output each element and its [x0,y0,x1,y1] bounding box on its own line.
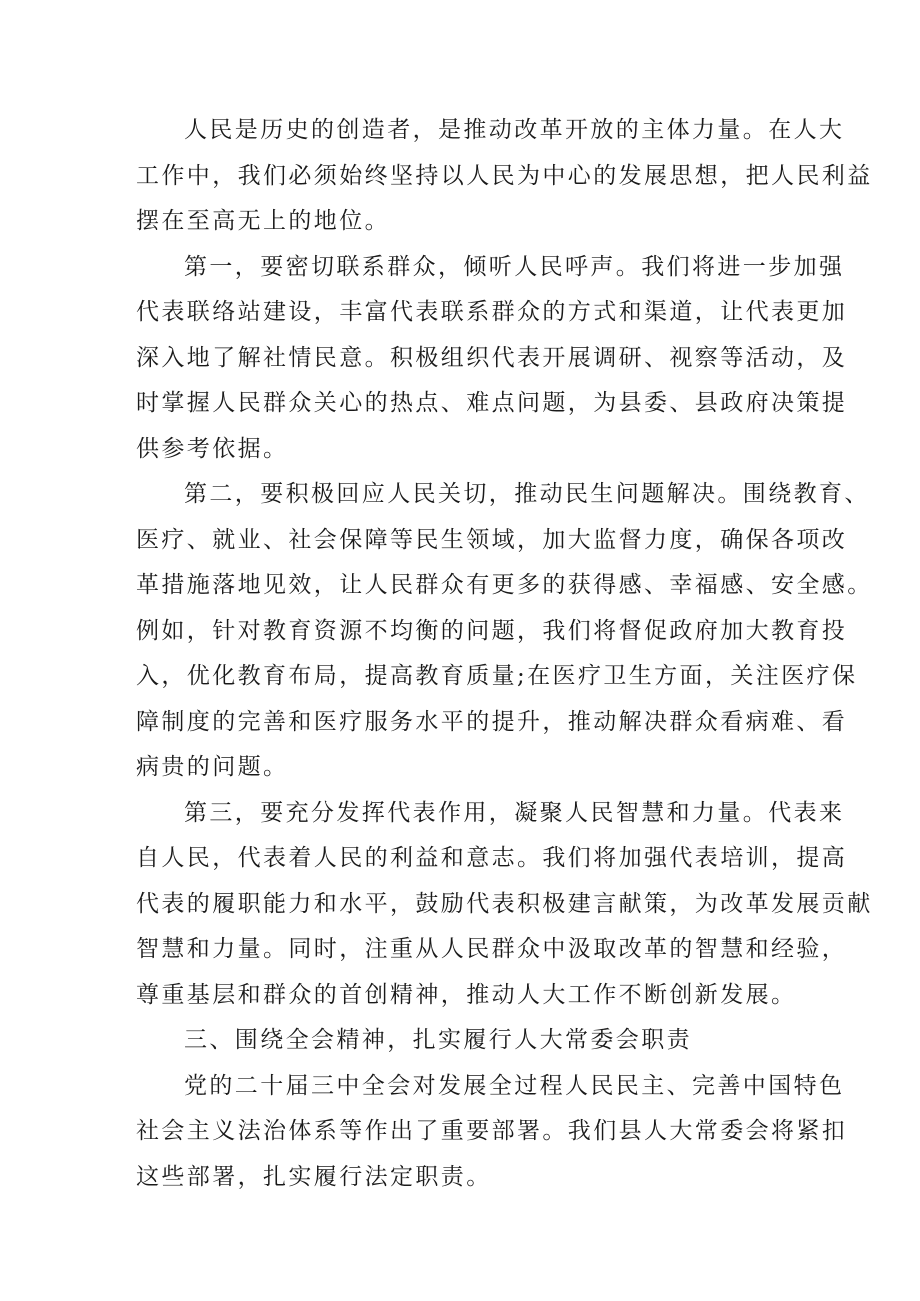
paragraph-4-line-3: 代表的履职能力和水平，鼓励代表积极建言献策，为改革发展贡献 [136,890,873,917]
paragraph-3-line-4: 例如，针对教育资源不均衡的问题，我们将督促政府加大教育投 [136,617,848,644]
paragraph-2-line-5: 供参考依据。 [136,435,289,462]
paragraph-4-line-2: 自人民，代表着人民的利益和意志。我们将加强代表培训，提高 [136,845,848,871]
paragraph-3-line-2: 医疗、就业、社会保障等民生领域，加大监督力度，确保各项改 [136,526,848,553]
document-body [136,108,873,1200]
paragraph-2-line-4: 时掌握人民群众关心的热点、难点问题，为县委、县政府决策提 [136,390,848,416]
paragraph-4-line-4: 智慧和力量。同时，注重从人民群众中汲取改革的智慧和经验， [136,936,848,962]
paragraph-2-line-1: 第一，要密切联系群众，倾听人民呼声。我们将进一步加强 [184,253,845,280]
paragraph-1-line-3: 摆在至高无上的地位。 [136,208,390,234]
paragraph-5-line-2: 社会主义法治体系等作出了重要部署。我们县人大常委会将紧扣 [136,1118,848,1144]
paragraph-2-line-2: 代表联络站建设，丰富代表联系群众的方式和渠道，让代表更加 [136,299,848,325]
paragraph-4-line-1: 第三，要充分发挥代表作用，凝聚人民智慧和力量。代表来 [184,799,845,826]
paragraph-3-line-5: 入，优化教育布局，提高教育质量;在医疗卫生方面，关注医疗保 [136,663,858,689]
paragraph-1-line-2: 工作中，我们必须始终坚持以人民为中心的发展思想，把人民利益 [136,162,873,189]
paragraph-3-line-1: 第二，要积极回应人民关切，推动民生问题解决。围绕教育、 [184,481,870,507]
paragraph-4-line-5: 尊重基层和群众的首创精神，推动人大工作不断创新发展。 [136,981,797,1008]
paragraph-3-line-3: 革措施落地见效，让人民群众有更多的获得感、幸福感、安全感。 [136,572,873,598]
paragraph-2-line-3: 深入地了解社情民意。积极组织代表开展调研、视察等活动，及 [136,344,848,371]
section-heading: 三、围绕全会精神，扎实履行人大常委会职责 [184,1027,692,1053]
paragraph-5-line-1: 党的二十届三中全会对发展全过程人民民主、完善中国特色 [184,1072,845,1099]
paragraph-3-line-7: 病贵的问题。 [136,754,289,780]
paragraph-1-line-1: 人民是历史的创造者，是推动改革开放的主体力量。在人大 [184,117,845,143]
paragraph-3-line-6: 障制度的完善和医疗服务水平的提升，推动解决群众看病难、看 [136,708,848,735]
paragraph-5-line-3: 这些部署，扎实履行法定职责。 [136,1163,492,1190]
